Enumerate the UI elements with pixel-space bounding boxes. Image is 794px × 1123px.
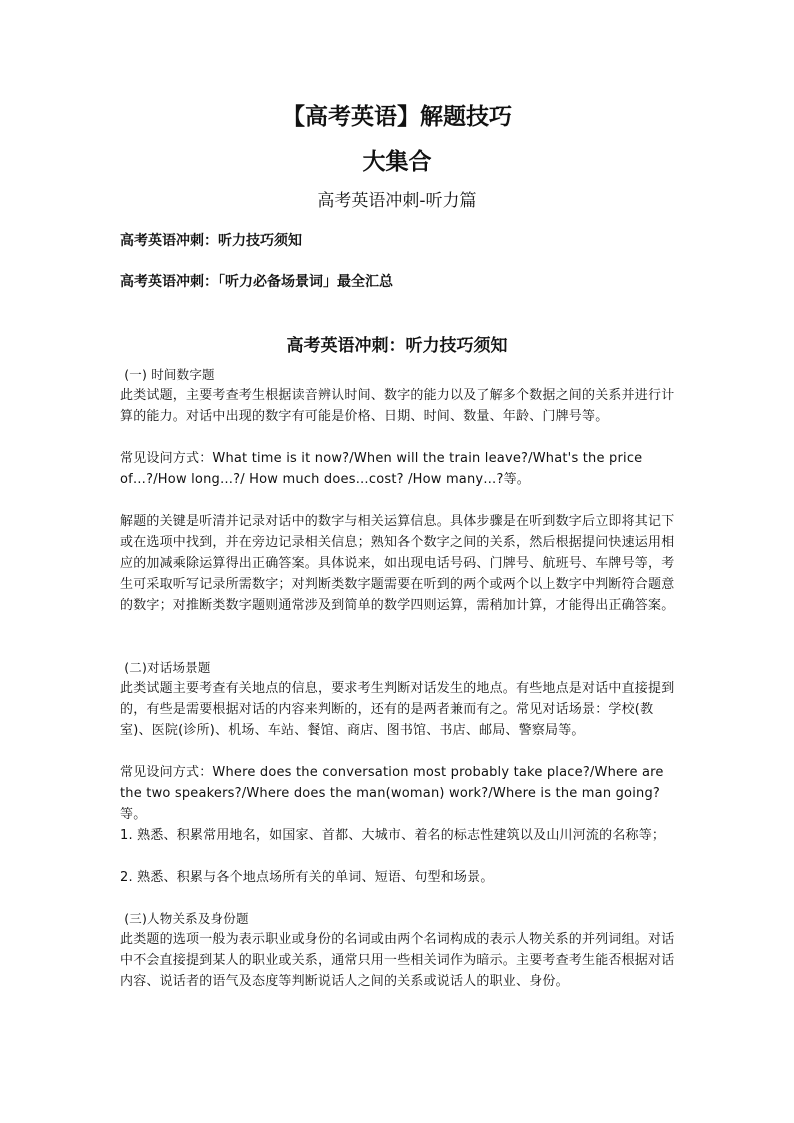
paragraph-time-number: 此类试题，主要考查考生根据读音辨认时间、数字的能力以及了解多个数据之间的关系并进行计算的能力。对话中出现的数字有可能是价格、日期、时间、数量、年龄、门牌号等。 [120, 388, 675, 424]
list-item-1: 1. 熟悉、积累常用地名，如国家、首都、大城市、着名的标志性建筑以及山川河流的名称等； [120, 828, 666, 843]
paragraph-solving-key: 解题的关键是听清并记录对话中的数字与相关运算信息。具体步骤是在听到数字后立即将其记下或在选项中找到，并在旁边记录相关信息；熟知各个数字之间的关系，然后根据提问快速运用相应的加减乘除运算得出正确答案。具体说来，如出现电话号码、门牌号、航班号、车牌号等，考生可采取听写记录所需数字；对判断类数字题需要在听到的两个或两个以上数字中判断符合题意的数字；对推断类数字题则通常涉及到简单的数学四则运算，需稍加计算，才能得出正确答案。 [120, 514, 675, 613]
list-item-2: 2. 熟悉、积累与各个地点场所有关的单词、短语、句型和场景。 [120, 870, 494, 885]
section-title: 高考英语冲刺：听力技巧须知 [286, 336, 508, 356]
paragraph-question-forms-2: 常见设问方式：Where does the conversation most probably take place?/Where are the two speakers?/Where does the man(woman) work?/Where is the man going?等。 [120, 765, 668, 822]
document-title-line2: 大集合 [362, 149, 432, 175]
paragraph-question-forms-1: 常见设问方式：What time is it now?/When will the train leave?/What's the price of…?/How long…?/ How much does…cost? /How many…?等。 [120, 451, 647, 487]
paragraph-relationship: 此类题的选项一般为表示职业或身份的名词或由两个名词构成的表示人物关系的并列词组。对话中不会直接提到某人的职业或关系，通常只用一些相关词作为暗示。主要考查考生能否根据对话内容、说话者的语气及态度等判断说话人之间的关系或说话人的职业、身份。 [120, 932, 675, 989]
paragraph-dialogue-scene: 此类试题主要考查有关地点的信息，要求考生判断对话发生的地点。有些地点是对话中直接提到的，有些是需要根据对话的内容来判断的，还有的是两者兼而有之。常见对话场景：学校(教室)、医院(诊所)、机场、车站、餐馆、商店、图书馆、书店、邮局、警察局等。 [120, 681, 675, 738]
document-subtitle: 高考英语冲刺-听力篇 [317, 191, 477, 211]
toc-item-listening-tips[interactable]: 高考英语冲刺：听力技巧须知 [120, 233, 302, 249]
heading-relationship: (三)人物关系及身份题 [120, 911, 249, 926]
document-title: 【高考英语】解题技巧 [282, 104, 512, 130]
heading-dialogue-scene: (二)对话场景题 [120, 660, 211, 675]
heading-time-number: (一) 时间数字题 [120, 367, 215, 382]
toc-item-scene-words[interactable]: 高考英语冲刺：「听力必备场景词」最全汇总 [120, 274, 393, 290]
